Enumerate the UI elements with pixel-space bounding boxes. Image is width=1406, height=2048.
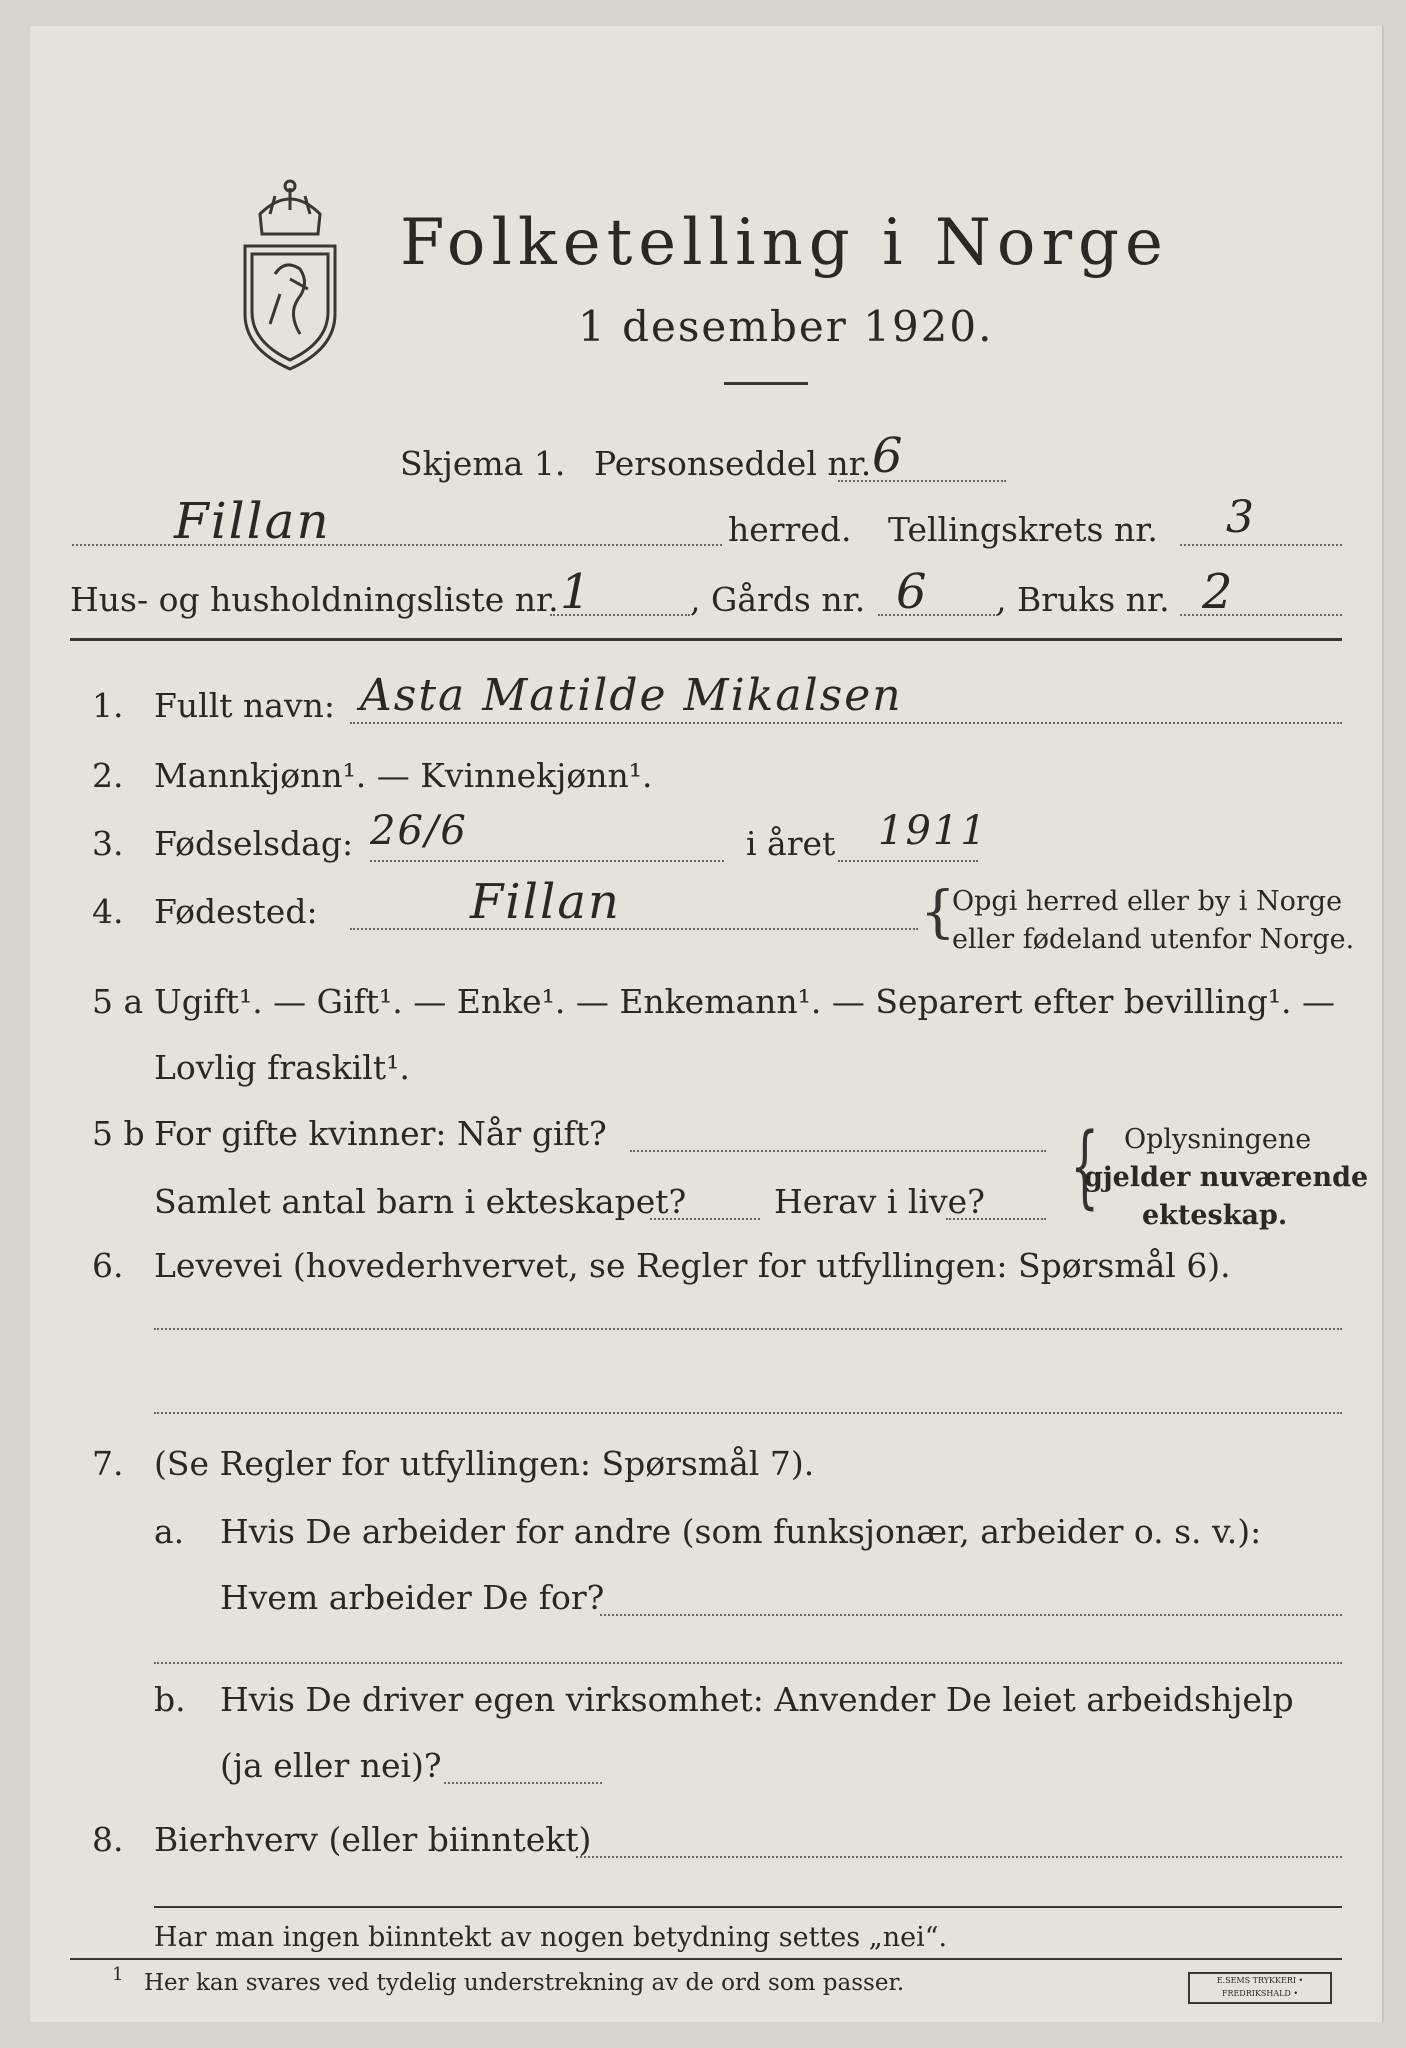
tellingskrets-label: Tellingskrets nr. xyxy=(888,510,1158,549)
bruks-value[interactable]: 2 xyxy=(1202,564,1235,620)
bruks-label: , Bruks nr. xyxy=(996,580,1170,619)
children-alive-line xyxy=(946,1218,1046,1220)
census-form-sheet xyxy=(30,26,1384,2022)
herred-value[interactable]: Fillan xyxy=(174,492,331,550)
schema-label: Skjema 1. xyxy=(400,444,566,483)
q2-number: 2. xyxy=(92,756,124,795)
footnote-mark: 1 xyxy=(112,1964,124,1985)
q5b-note-line-1: Oplysningene xyxy=(1124,1124,1312,1155)
side-income-line xyxy=(576,1856,1342,1858)
tellingskrets-line xyxy=(1180,544,1342,546)
birth-year-label: i året xyxy=(746,824,836,863)
q5b-note-line-3: ekteskap. xyxy=(1142,1200,1288,1231)
hired-help-label: (ja eller nei)? xyxy=(220,1746,442,1785)
children-total-line xyxy=(650,1218,760,1220)
birth-year-line xyxy=(838,860,978,862)
q4-note-line-1: Opgi herred eller by i Norge xyxy=(952,886,1343,917)
side-income-rule xyxy=(154,1906,1342,1908)
header-divider xyxy=(70,638,1342,641)
page-title: Folketelling i Norge xyxy=(400,206,1169,280)
q7b-letter: b. xyxy=(154,1680,186,1719)
q6-label: Levevei (hovederhvervet, se Regler for utfyllingen: Spørsmål 6). xyxy=(154,1246,1231,1285)
husliste-line xyxy=(550,614,690,616)
personseddel-label: Personseddel nr. xyxy=(594,444,872,483)
q4-label: Fødested: xyxy=(154,892,318,931)
children-alive-label: Herav i live? xyxy=(774,1182,985,1221)
q1-label: Fullt navn: xyxy=(154,686,335,725)
tellingskrets-value[interactable]: 3 xyxy=(1226,492,1256,543)
birthplace-line xyxy=(350,928,918,930)
q5b-brace: { xyxy=(1070,1114,1099,1219)
printer-stamp xyxy=(1188,1972,1332,2004)
census-date: 1 desember 1920. xyxy=(578,302,994,351)
title-divider xyxy=(724,382,808,385)
children-total-label: Samlet antal barn i ekteskapet? xyxy=(154,1182,687,1221)
birthplace-value[interactable]: Fillan xyxy=(470,874,621,930)
q3-label: Fødselsdag: xyxy=(154,824,354,863)
hired-help-line xyxy=(444,1782,602,1784)
q7-label: (Se Regler for utfyllingen: Spørsmål 7). xyxy=(154,1444,815,1483)
q3-number: 3. xyxy=(92,824,124,863)
birth-year-value[interactable]: 1911 xyxy=(878,808,988,854)
marital-status-options-cont[interactable]: Lovlig fraskilt¹. xyxy=(154,1048,410,1087)
q8-label: Bierhverv (eller biinntekt) xyxy=(154,1820,592,1859)
q5b-label: For gifte kvinner: Når gift? xyxy=(154,1114,607,1153)
q7-number: 7. xyxy=(92,1444,124,1483)
footnote-text: Her kan svares ved tydelig understrekning av de ord som passer. xyxy=(144,1970,905,1996)
herred-line xyxy=(72,544,722,546)
printer-stamp-text: E.SEMS TRYKKERI • FREDRIKSHALD • xyxy=(1216,1976,1304,1998)
q5a-number: 5 a xyxy=(92,982,144,1021)
birthday-line xyxy=(370,860,724,862)
gards-line xyxy=(878,614,998,616)
q4-number: 4. xyxy=(92,892,124,931)
husliste-label: Hus- og husholdningsliste nr. xyxy=(70,580,559,619)
q7a-label: Hvis De arbeider for andre (som funksjonær, arbeider o. s. v.): xyxy=(220,1512,1262,1551)
q5b-number: 5 b xyxy=(92,1114,145,1153)
employer-line-2 xyxy=(154,1662,1342,1664)
bruks-line xyxy=(1180,614,1342,616)
gards-value[interactable]: 6 xyxy=(896,564,929,620)
occupation-line-1 xyxy=(154,1328,1342,1330)
marital-status-options[interactable]: Ugift¹. — Gift¹. — Enke¹. — Enkemann¹. — Separert efter bevilling¹. — xyxy=(154,982,1336,1021)
occupation-line-2 xyxy=(154,1412,1342,1414)
gards-label: , Gårds nr. xyxy=(690,580,866,619)
sex-options[interactable]: Mannkjønn¹. — Kvinnekjønn¹. xyxy=(154,756,653,795)
q4-brace: { xyxy=(920,880,956,945)
q6-number: 6. xyxy=(92,1246,124,1285)
birthday-value[interactable]: 26/6 xyxy=(370,808,468,854)
q1-number: 1. xyxy=(92,686,124,725)
footer-divider xyxy=(70,1958,1342,1960)
personseddel-line xyxy=(838,480,1006,482)
q7b-label: Hvis De driver egen virksomhet: Anvender De leiet arbeidshjelp xyxy=(220,1680,1294,1719)
husliste-value[interactable]: 1 xyxy=(560,564,593,620)
full-name-value[interactable]: Asta Matilde Mikalsen xyxy=(360,670,903,721)
employer-label: Hvem arbeider De for? xyxy=(220,1578,605,1617)
when-married-line xyxy=(630,1150,1046,1152)
q8-note: Har man ingen biinntekt av nogen betydning settes „nei“. xyxy=(154,1922,948,1953)
q5b-note-line-2: gjelder nuværende xyxy=(1084,1162,1369,1193)
q8-number: 8. xyxy=(92,1820,124,1859)
herred-label: herred. xyxy=(728,510,852,549)
q7a-letter: a. xyxy=(154,1512,185,1551)
personseddel-value[interactable]: 6 xyxy=(872,428,905,484)
full-name-line xyxy=(350,722,1342,724)
employer-line xyxy=(600,1614,1342,1616)
q4-note-line-2: eller fødeland utenfor Norge. xyxy=(952,924,1355,955)
norwegian-coat-of-arms-icon xyxy=(230,174,350,374)
